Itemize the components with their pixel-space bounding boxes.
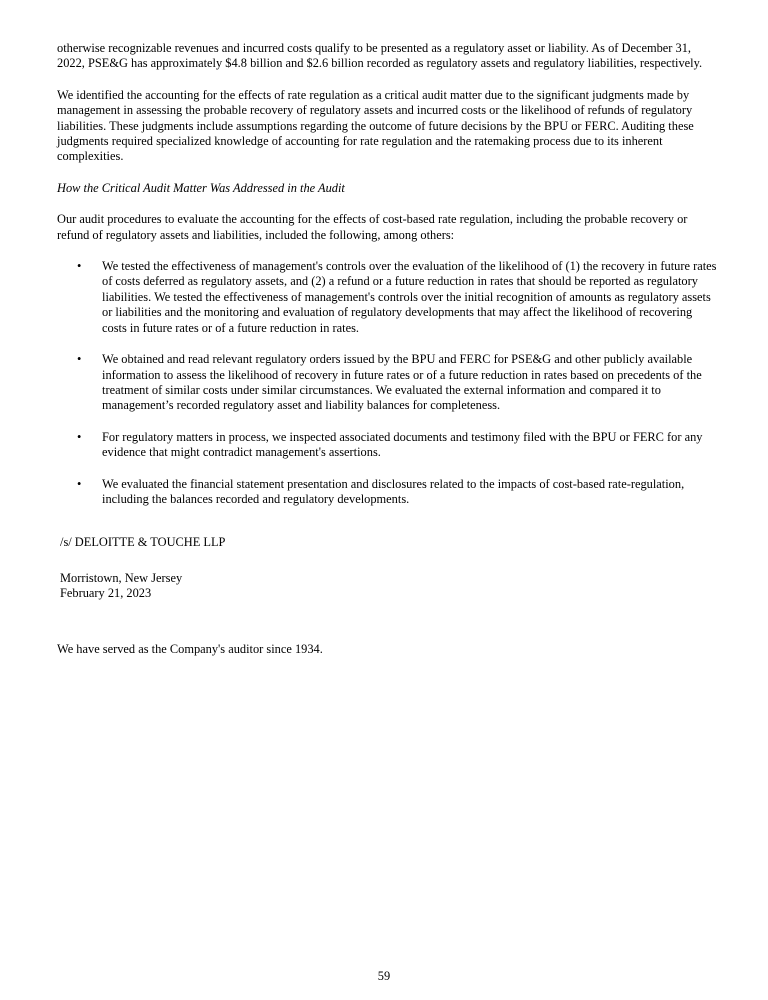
signature-location: Morristown, New Jersey bbox=[60, 570, 183, 585]
list-item bbox=[57, 430, 717, 461]
page-number: 59 bbox=[377, 969, 391, 983]
signature-block bbox=[57, 571, 717, 602]
list-item bbox=[57, 477, 717, 508]
document-body bbox=[57, 41, 717, 657]
paragraph-audit-procedures-intro: Our audit procedures to evaluate the accounting for the effects of cost-based rate regulation, including the probable recovery or refund of regulatory assets and liabilities, included the following, among others: bbox=[57, 212, 688, 242]
list-item-text: We evaluated the financial statement presentation and disclosures related to the impacts of cost-based rate-regulation, including the balances recorded and regulatory developments. bbox=[102, 476, 685, 506]
section-heading: How the Critical Audit Matter Was Addressed in the Audit bbox=[57, 180, 345, 195]
bullet-glyph: • bbox=[77, 476, 82, 491]
paragraph-critical-audit-matter: We identified the accounting for the effects of rate regulation as a critical audit matter due to the significant judgments made by management in assessing the probable recovery of regulatory assets and incurred costs or the likelihood of refunds of regulatory liabilities. These judgments include assumptions regarding the outcome of future decisions by the BPU or FERC. Auditing these judgments required specialized knowledge of accounting for rate regulation and the ratemaking process due to its inherent complexities. bbox=[57, 87, 694, 164]
bullet-glyph: • bbox=[77, 352, 82, 367]
audit-procedures-list bbox=[57, 259, 717, 507]
bullet-glyph: • bbox=[77, 259, 82, 274]
signature-date: February 21, 2023 bbox=[60, 586, 152, 601]
list-item bbox=[57, 352, 717, 414]
paragraph-regulatory-balances: otherwise recognizable revenues and incurred costs qualify to be presented as a regulatory asset or liability. As of December 31, 2022, PSE&G has approximately $4.8 billion and $2.6 billion recorded as regulatory assets and regulatory liabilities, respectively. bbox=[57, 41, 703, 71]
list-item bbox=[57, 259, 717, 336]
list-item-text: We tested the effectiveness of management's controls over the evaluation of the likelihood of (1) the recovery in future rates of costs deferred as regulatory assets, and (2) a refund or a future reduction in rates that should be reported as regulatory liabilities. We tested the effectiveness of management's controls over the initial recognition of amounts as regulatory assets or liabilities and the monitoring and evaluation of regulatory developments that may affect the likelihood of recovering costs in future rates or of a future reduction in rates. bbox=[102, 259, 717, 335]
list-item-text: For regulatory matters in process, we inspected associated documents and testimony filed with the BPU or FERC for any evidence that might contradict management's assertions. bbox=[102, 429, 703, 460]
auditor-tenure-statement: We have served as the Company's auditor since 1934. bbox=[57, 641, 323, 656]
auditor-signature: /s/ DELOITTE & TOUCHE LLP bbox=[60, 535, 226, 550]
bullet-glyph: • bbox=[77, 429, 82, 444]
list-item-text: We obtained and read relevant regulatory orders issued by the BPU and FERC for PSE&G and other publicly available information to assess the likelihood of recovery in future rates or of a future reduction in rates based on precedents of the treatment of similar costs under similar circumstances. We evaluated the external information and compared it to management’s recorded regulatory asset and liability balances for completeness. bbox=[102, 352, 702, 413]
